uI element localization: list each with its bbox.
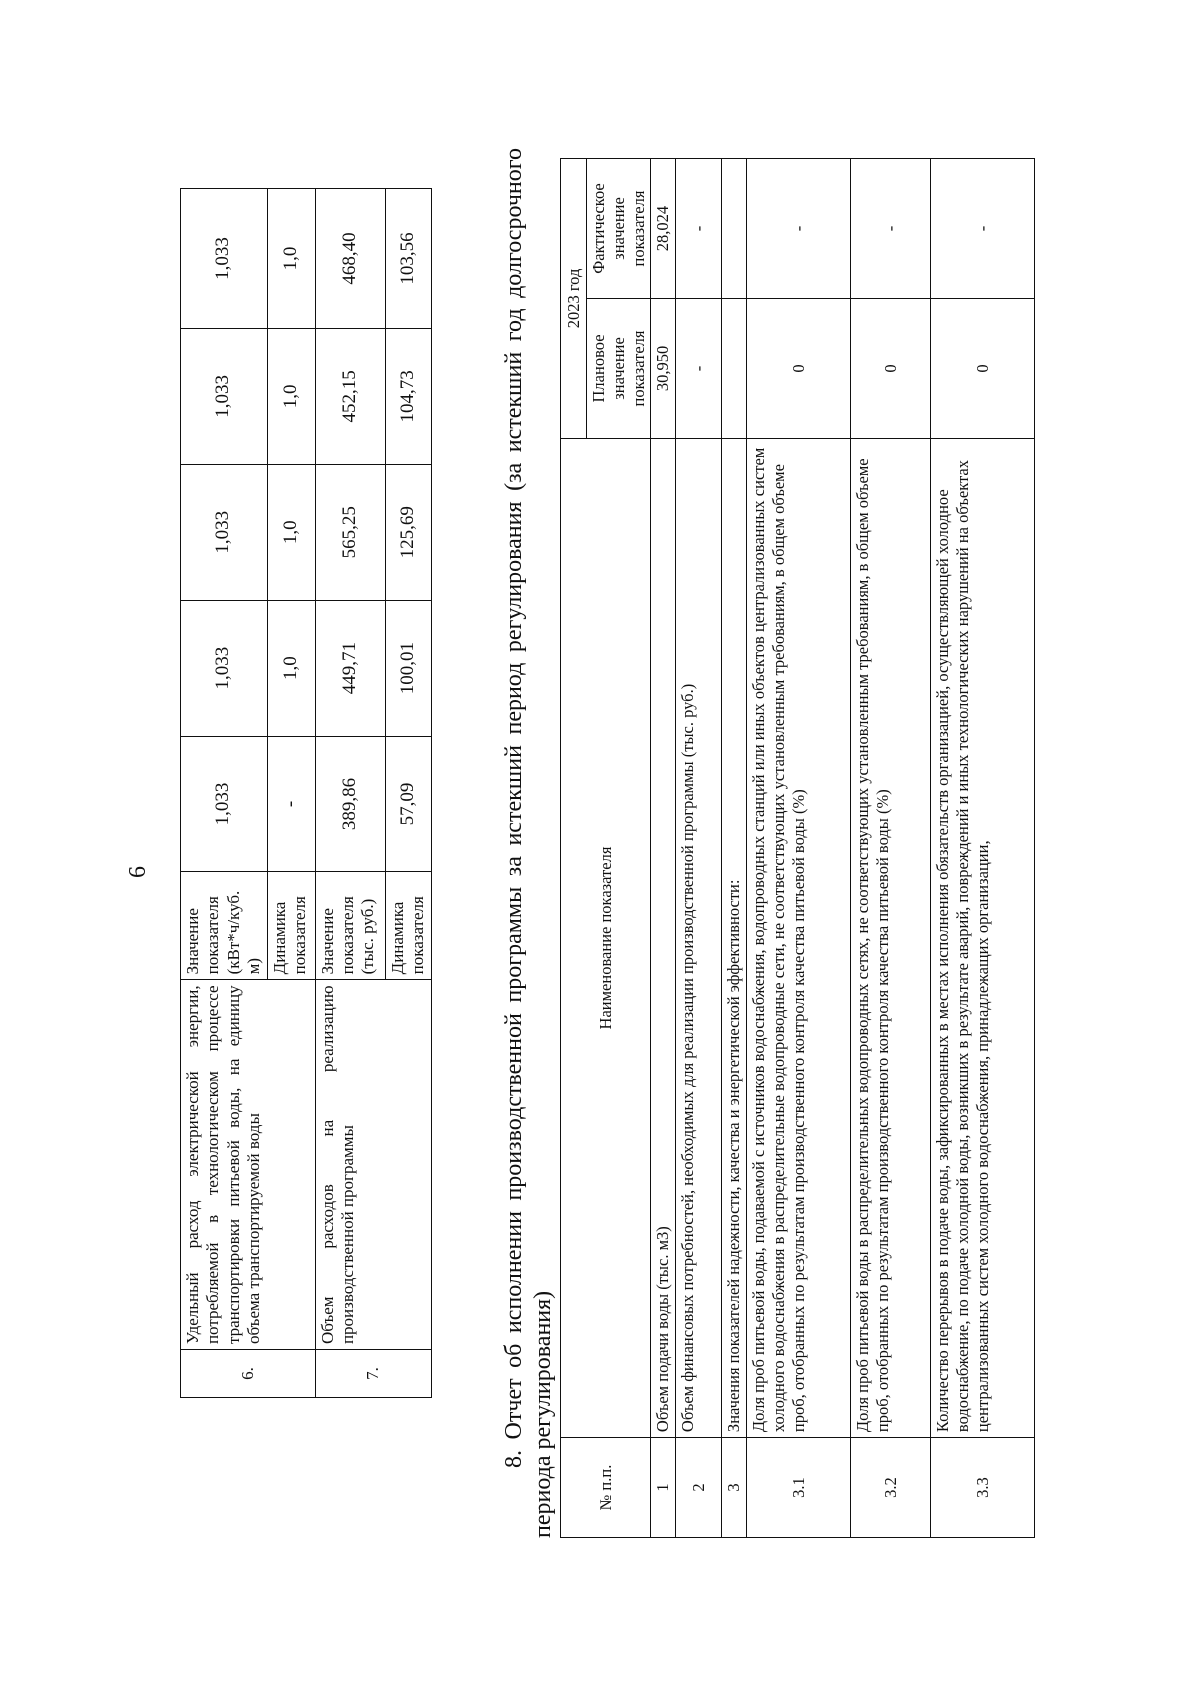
row-number: 3 [722,1438,747,1538]
value-cell: 103,56 [385,189,431,329]
header-year: 2023 год [561,159,587,439]
row-number: 2 [676,1438,722,1538]
fact-value: - [676,159,722,299]
table-row [722,159,747,1538]
value-cell: 1,0 [267,189,315,329]
value-cell: - [267,736,315,872]
value-cell: 1,033 [181,328,268,464]
table-row [930,159,1034,1538]
value-cell: 104,73 [385,328,431,464]
value-cell: 57,09 [385,736,431,872]
table-row [850,159,930,1538]
fact-value: - [746,159,850,299]
plan-value [722,299,747,439]
row-number: 1 [651,1438,676,1538]
table-row [181,189,268,1398]
value-cell: 389,86 [315,736,385,872]
table-row [676,159,722,1538]
indicator-name: Объем финансовых потребностей, необходимых для реализации производственной программы (тыс. руб.) [676,438,722,1437]
value-cell: 1,033 [181,600,268,736]
section-heading-text: 8. Отчет об исполнении производственной программы за истекший период регулирования (за истекший год долгосрочного периода регулирования) [501,148,557,1538]
fact-value: - [850,159,930,299]
value-cell: 452,15 [315,328,385,464]
row-number: 6. [181,1350,316,1398]
value-cell: 449,71 [315,600,385,736]
sub-label: Динамика показателя [385,872,431,980]
value-cell: 565,25 [315,464,385,600]
table-header-row [561,159,587,1538]
header-name: Наименование показателя [561,438,651,1437]
plan-value: 0 [930,299,1034,439]
plan-value: - [676,299,722,439]
page-number: 6 [125,866,151,878]
table-row [746,159,850,1538]
indicator-name: Значения показателей надежности, качества и энергетической эффективности: [722,438,747,1437]
row-number: 7. [315,1350,431,1398]
fact-value: - [930,159,1034,299]
indicator-name: Объем расходов на реализацию производственной программы [315,980,431,1350]
value-cell: 100,01 [385,600,431,736]
value-cell: 1,033 [181,736,268,872]
indicator-name: Доля проб питьевой воды в распределительных водопроводных сетях, не соответствующих установленным требованиям, в общем объеме проб, отобранных по результатам производственного контроля качества питьевой воды (%) [850,438,930,1437]
indicator-name: Доля проб питьевой воды, подаваемой с источников водоснабжения, водопроводных станций или иных объектов централизованных систем холодного водоснабжения в распределительные водопроводные сети, не соответствующих установленным требованиям, в общем объеме проб, отобранных по результатам производственного контроля качества питьевой воды (%) [746,438,850,1437]
header-fact: Фактическое значение показателя [587,159,651,299]
plan-value: 0 [850,299,930,439]
value-cell: 1,033 [181,464,268,600]
header-num: № п.п. [561,1438,651,1538]
indicator-table-top [180,188,432,1398]
row-number: 3.1 [746,1438,850,1538]
sub-label: Значение показателя (кВт*ч/куб. м) [181,872,268,980]
plan-value: 0 [746,299,850,439]
indicator-name: Количество перерывов в подаче воды, зафиксированных в местах исполнения обязательств организацией, осуществляющей холодное водоснабжение, по подаче холодной воды, возникших в результате аварий, повреждений и иных технологических нарушений на объектах централизованных систем холодного водоснабжения, принадлежащих организации, [930,438,1034,1437]
value-cell: 468,40 [315,189,385,329]
value-cell: 125,69 [385,464,431,600]
plan-value: 30,950 [651,299,676,439]
production-program-report-table [560,158,1035,1538]
header-plan: Плановое значение показателя [587,299,651,439]
table-row [315,189,385,1398]
indicator-name: Объем подачи воды (тыс. м3) [651,438,676,1437]
value-cell: 1,0 [267,464,315,600]
fact-value [722,159,747,299]
value-cell: 1,0 [267,328,315,464]
value-cell: 1,0 [267,600,315,736]
sub-label: Динамика показателя [267,872,315,980]
table-row [651,159,676,1538]
value-cell: 1,033 [181,189,268,329]
sub-label: Значение показателя (тыс. руб.) [315,872,385,980]
fact-value: 28,024 [651,159,676,299]
indicator-name: Удельный расход электрической энергии, потребляемой в технологическом процессе транспортировки питьевой воды, на единицу объема транспортируемой воды [181,980,316,1350]
row-number: 3.3 [930,1438,1034,1538]
section-heading [500,148,559,1538]
row-number: 3.2 [850,1438,930,1538]
